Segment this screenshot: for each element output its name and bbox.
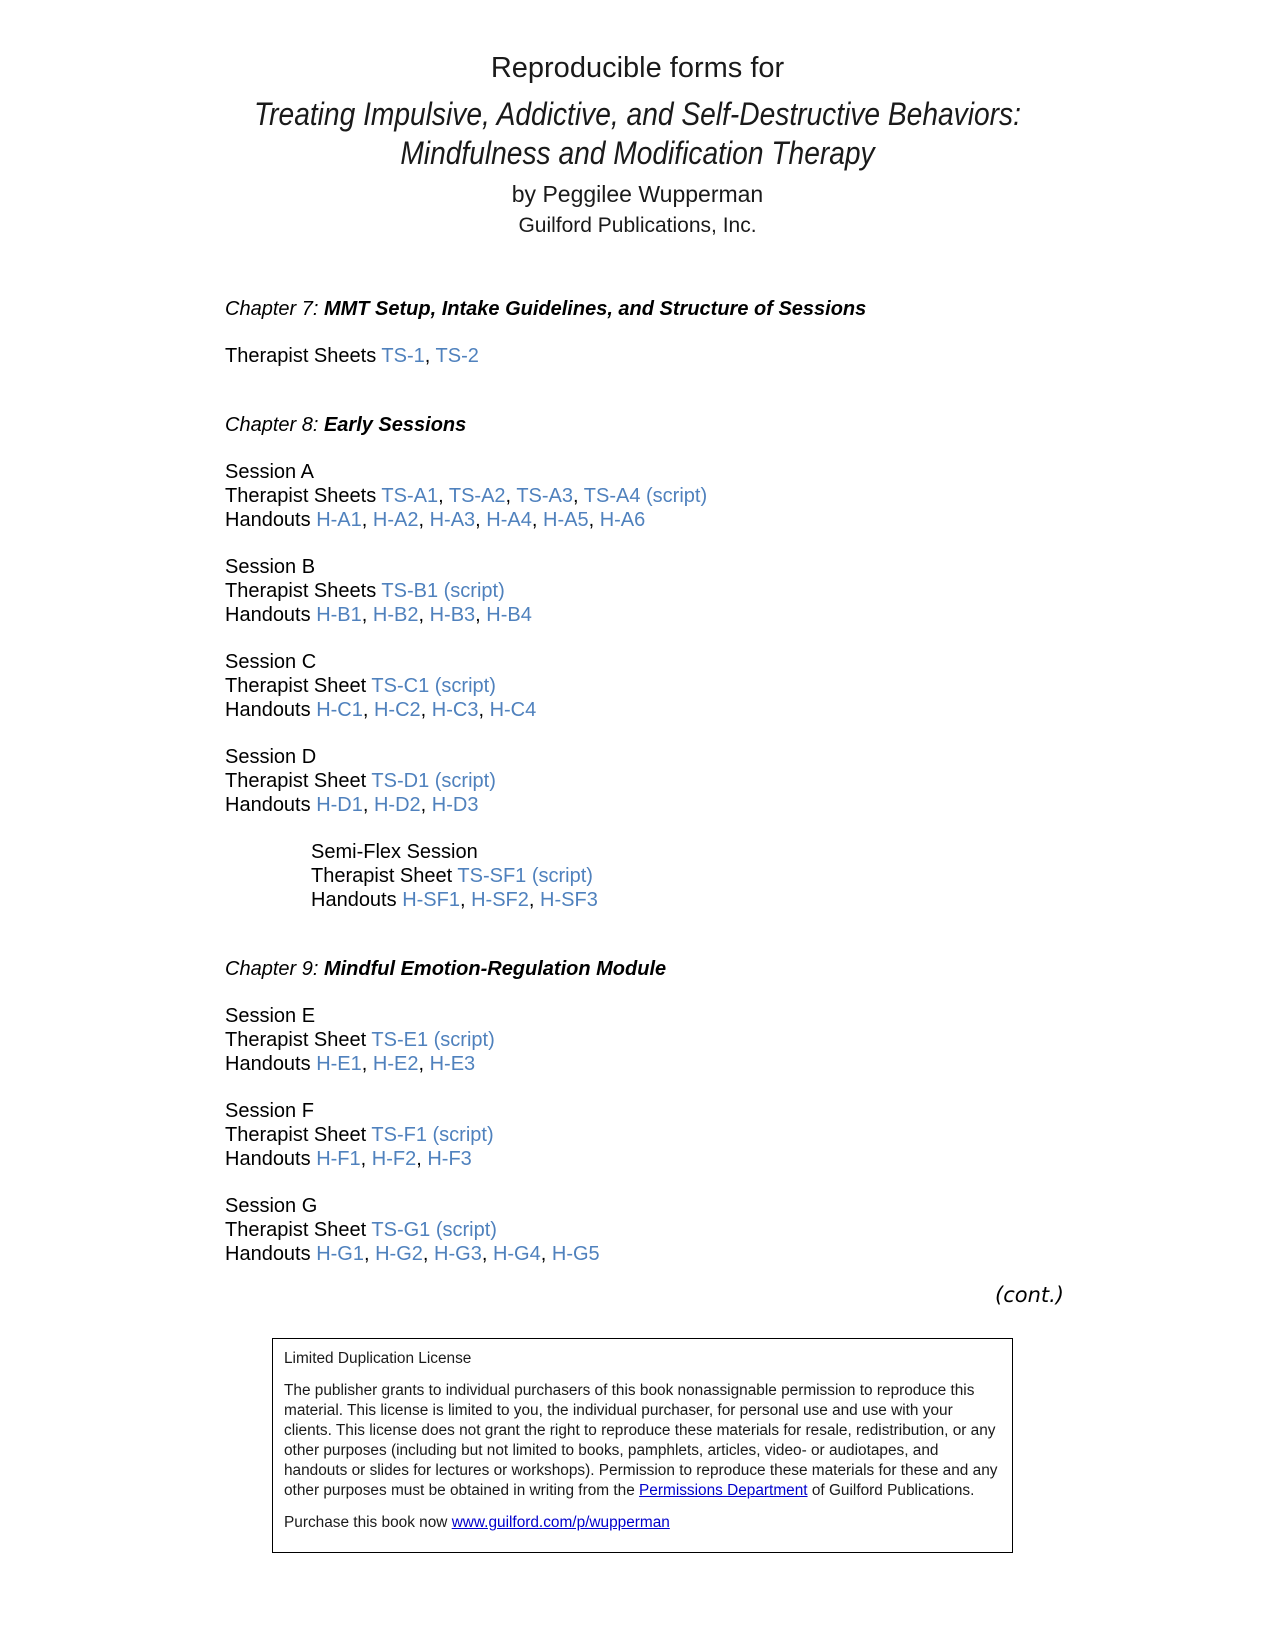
handouts-label: Handouts <box>225 699 311 721</box>
handouts-label: Handouts <box>311 889 397 911</box>
separator: , <box>459 889 472 911</box>
separator: , <box>416 1148 428 1170</box>
form-link[interactable]: H-G4 <box>492 1243 541 1265</box>
therapist-sheet-label: Therapist Sheet <box>311 865 453 887</box>
therapist-sheet-label: Therapist Sheet <box>225 770 367 792</box>
form-link[interactable]: H-E2 <box>372 1053 419 1075</box>
form-link[interactable]: TS-A3 <box>516 485 573 507</box>
form-link[interactable]: H-D1 <box>316 794 363 816</box>
book-title-line-1: Treating Impulsive, Addictive, and Self-Destructive Behaviors: <box>254 96 1021 132</box>
chapter-heading <box>225 297 1075 321</box>
separator: , <box>540 1243 552 1265</box>
therapist-sheet-line <box>225 674 1075 698</box>
separator: , <box>418 604 430 626</box>
license-text-end: of Guilford Publications. <box>807 1482 975 1499</box>
form-link[interactable]: H-C3 <box>431 699 479 721</box>
form-link[interactable]: H-SF2 <box>471 889 529 911</box>
handouts-line <box>225 1052 1075 1076</box>
separator: , <box>478 699 490 721</box>
separator: , <box>362 794 374 816</box>
chapter-heading <box>225 957 1075 981</box>
form-link[interactable]: TS-F1 (script) <box>371 1124 494 1146</box>
separator: , <box>422 1243 435 1265</box>
form-link[interactable]: TS-B1 (script) <box>381 580 505 602</box>
therapist-sheet-label: Therapist Sheet <box>225 1219 367 1241</box>
separator: , <box>475 509 487 531</box>
form-link[interactable]: H-G5 <box>551 1243 600 1265</box>
form-link[interactable]: H-A4 <box>486 509 532 531</box>
form-link[interactable]: TS-A2 <box>448 485 506 507</box>
separator: , <box>475 604 487 626</box>
form-link[interactable]: H-A2 <box>372 509 419 531</box>
form-link[interactable]: H-B1 <box>316 604 362 626</box>
license-title: Limited Duplication License <box>284 1350 472 1367</box>
form-link[interactable]: H-A3 <box>429 509 476 531</box>
session-name: Session C <box>225 651 317 673</box>
license-text: The publisher grants to individual purchasers of this book nonassignable permission to reproduce this material. This license is limited to you, the individual purchaser, for personal use and use with your clients. This license does not grant the right to reproduce these materials for resale, redistribution, or any other purposes (including but not limited to books, pamphlets, articles, video- or audiotapes, and handouts or slides for lectures or workshops). Permission to reproduce these materials for these and any other purposes must be obtained in writing from the <box>284 1382 998 1499</box>
form-link[interactable]: H-C2 <box>373 699 421 721</box>
handouts-label: Handouts <box>225 1243 311 1265</box>
handouts-line <box>225 1242 1075 1266</box>
form-link[interactable]: TS-A1 <box>381 485 439 507</box>
form-link[interactable]: H-B4 <box>486 604 532 626</box>
handouts-line <box>225 508 1075 532</box>
handouts-label: Handouts <box>225 794 311 816</box>
form-link[interactable]: H-E3 <box>429 1053 476 1075</box>
permissions-department-link[interactable]: Permissions Department <box>639 1482 808 1499</box>
forms-list <box>225 297 1075 1266</box>
therapist-sheet-line <box>225 1218 1075 1242</box>
form-link[interactable]: TS-SF1 (script) <box>457 865 593 887</box>
license-box <box>272 1338 1013 1553</box>
separator: , <box>424 345 436 367</box>
form-link[interactable]: TS-2 <box>435 345 479 367</box>
handouts-line <box>225 603 1075 627</box>
separator: , <box>360 1148 372 1170</box>
form-link[interactable]: TS-A4 (script) <box>583 485 708 507</box>
purchase-text: Purchase this book now <box>284 1514 452 1531</box>
handouts-line <box>225 698 1075 722</box>
therapist-sheets-line <box>225 484 1075 508</box>
form-link[interactable]: H-D3 <box>431 794 479 816</box>
separator: , <box>588 509 600 531</box>
therapist-sheet-line <box>225 1123 1075 1147</box>
handouts-label: Handouts <box>225 509 311 531</box>
therapist-sheets-line <box>225 579 1075 603</box>
book-title-line-2: Mindfulness and Modification Therapy <box>400 135 875 171</box>
form-link[interactable]: H-G1 <box>316 1243 364 1265</box>
session-name: Semi-Flex Session <box>311 841 478 863</box>
chapter-heading <box>225 413 1075 437</box>
therapist-sheets-line <box>225 344 1075 368</box>
form-link[interactable]: H-D2 <box>373 794 421 816</box>
semi-flex-block <box>225 840 1075 912</box>
handouts-line <box>311 888 1075 912</box>
session-name: Session E <box>225 1005 316 1027</box>
separator: , <box>420 794 432 816</box>
therapist-sheet-line <box>225 1028 1075 1052</box>
therapist-sheet-label: Therapist Sheet <box>225 1029 367 1051</box>
separator: , <box>363 1243 376 1265</box>
separator: , <box>361 1053 373 1075</box>
purchase-line <box>284 1513 1001 1533</box>
separator: , <box>361 509 373 531</box>
separator: , <box>528 889 541 911</box>
therapist-sheet-label: Therapist Sheet <box>225 675 367 697</box>
separator: , <box>505 485 517 507</box>
form-link[interactable]: H-C4 <box>489 699 537 721</box>
session-name: Session F <box>225 1100 314 1122</box>
separator: , <box>438 485 449 507</box>
form-link[interactable]: H-F3 <box>427 1148 472 1170</box>
therapist-sheets-label: Therapist Sheets <box>225 345 377 367</box>
license-body <box>284 1381 1001 1501</box>
separator: , <box>418 509 430 531</box>
therapist-sheet-label: Therapist Sheet <box>225 1124 367 1146</box>
form-link[interactable]: H-F2 <box>371 1148 417 1170</box>
therapist-sheets-label: Therapist Sheets <box>225 485 377 507</box>
session-name: Session B <box>225 556 316 578</box>
therapist-sheet-line <box>225 769 1075 793</box>
form-link[interactable]: H-A6 <box>599 509 646 531</box>
separator: , <box>420 699 432 721</box>
form-link[interactable]: TS-1 <box>381 345 425 367</box>
form-link[interactable]: H-G3 <box>434 1243 482 1265</box>
header-intro: Reproducible forms for <box>490 52 785 84</box>
form-link[interactable]: H-G2 <box>375 1243 423 1265</box>
session-name: Session A <box>225 461 314 483</box>
session-name: Session D <box>225 746 317 768</box>
publisher: Guilford Publications, Inc. <box>518 214 757 237</box>
chapter-title: MMT Setup, Intake Guidelines, and Structure of Sessions <box>323 298 867 320</box>
handouts-line <box>225 1147 1075 1171</box>
form-link[interactable]: TS-D1 (script) <box>371 770 496 792</box>
form-link[interactable]: H-A1 <box>316 509 362 531</box>
form-link[interactable]: H-SF3 <box>540 889 598 911</box>
separator: , <box>362 699 374 721</box>
form-link[interactable]: H-B2 <box>372 604 419 626</box>
handouts-label: Handouts <box>225 1148 311 1170</box>
author: by Peggilee Wupperman <box>511 181 764 207</box>
separator: , <box>531 509 543 531</box>
form-link[interactable]: H-SF1 <box>402 889 460 911</box>
form-link[interactable]: H-E1 <box>316 1053 362 1075</box>
chapter-number: Chapter 8: <box>225 414 324 436</box>
form-link[interactable]: TS-G1 (script) <box>371 1219 497 1241</box>
form-link[interactable]: H-F1 <box>316 1148 361 1170</box>
separator: , <box>418 1053 430 1075</box>
form-link[interactable]: H-A5 <box>543 509 589 531</box>
chapter-title: Mindful Emotion-Regulation Module <box>323 958 667 980</box>
handouts-label: Handouts <box>225 604 311 626</box>
continued-label: (cont.) <box>995 1283 1064 1307</box>
handouts-label: Handouts <box>225 1053 311 1075</box>
handouts-line <box>225 793 1075 817</box>
form-link[interactable]: TS-C1 (script) <box>371 675 496 697</box>
therapist-sheets-label: Therapist Sheets <box>225 580 377 602</box>
chapter-number: Chapter 9: <box>225 958 324 980</box>
purchase-link[interactable]: www.guilford.com/p/wupperman <box>451 1514 670 1531</box>
separator: , <box>481 1243 493 1265</box>
separator: , <box>361 604 373 626</box>
form-link[interactable]: TS-E1 (script) <box>371 1029 495 1051</box>
form-link[interactable]: H-B3 <box>429 604 476 626</box>
chapter-title: Early Sessions <box>323 414 467 436</box>
therapist-sheet-line <box>311 864 1075 888</box>
chapter-number: Chapter 7: <box>225 298 324 320</box>
form-link[interactable]: H-C1 <box>316 699 363 721</box>
separator: , <box>573 485 584 507</box>
session-name: Session G <box>225 1195 318 1217</box>
